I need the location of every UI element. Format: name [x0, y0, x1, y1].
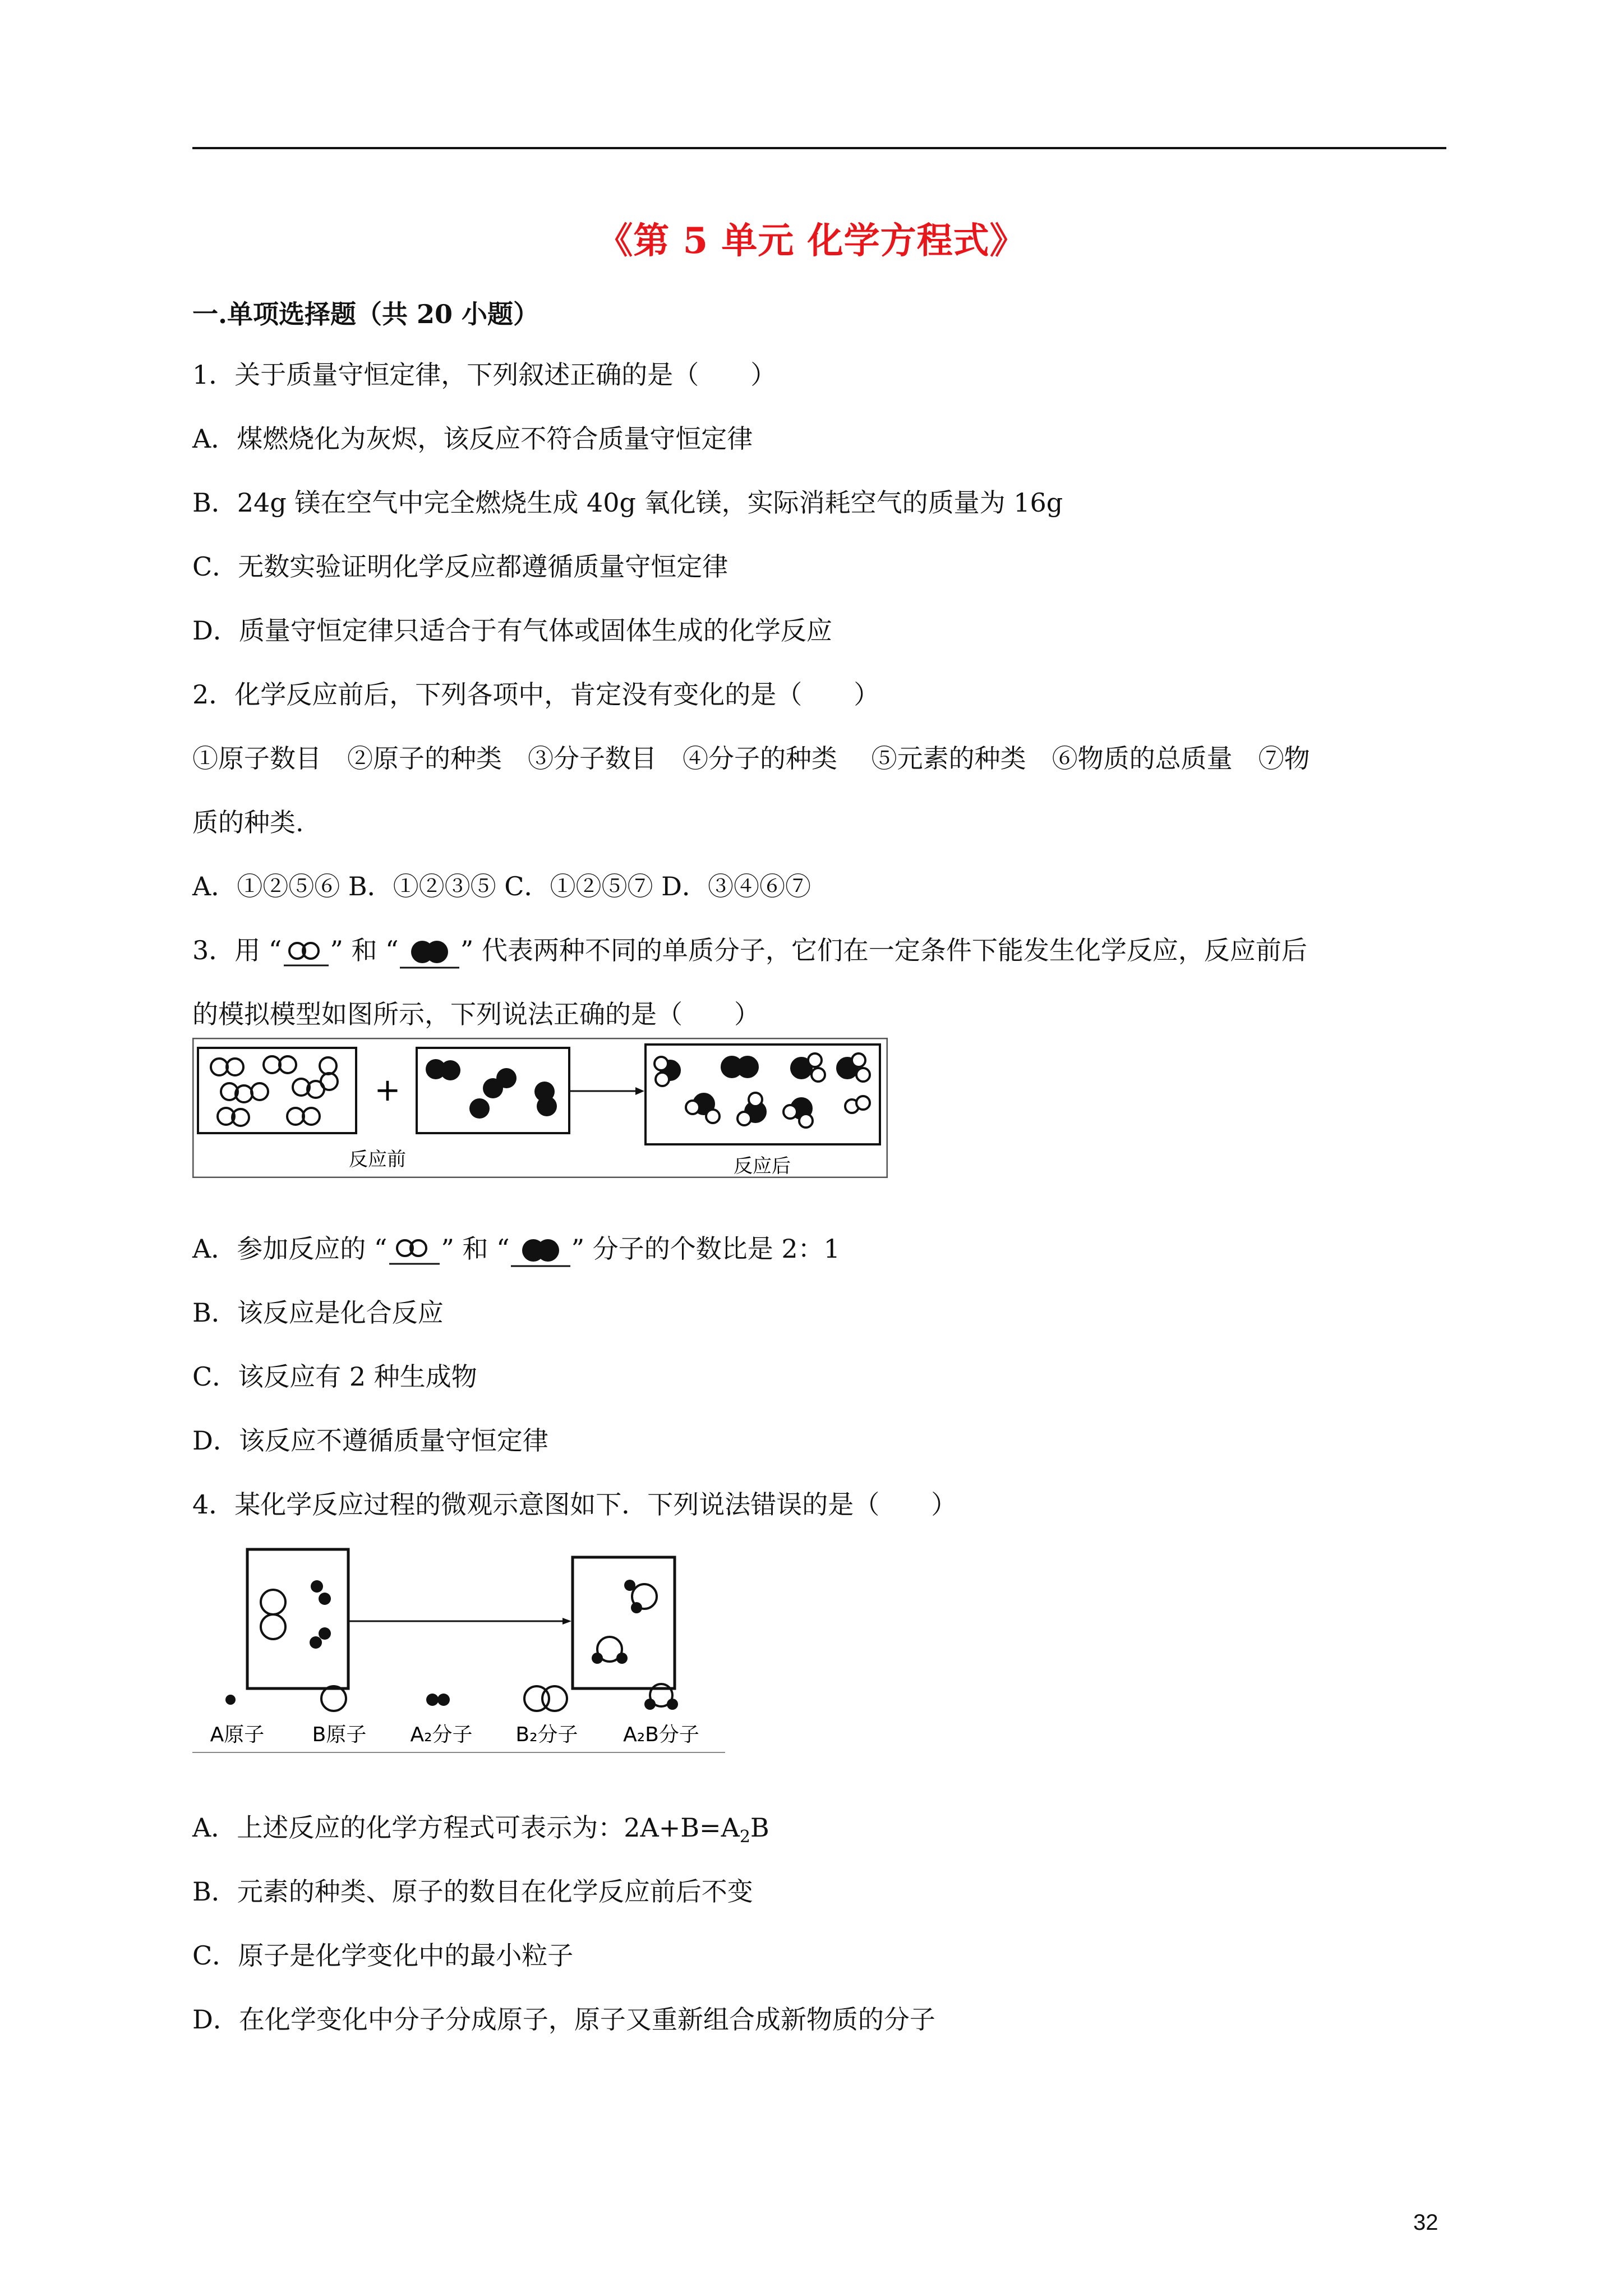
- page-title: 《第 5 单元 化学方程式》: [597, 220, 1026, 262]
- fig-before-label: 反应前: [349, 1148, 406, 1171]
- q3-stem-prefix: 3．用 “: [192, 935, 282, 965]
- q3-option-a-prefix: A．参加反应的 “: [192, 1234, 388, 1264]
- fig-after-label: 反应后: [734, 1155, 791, 1177]
- fig-plus: +: [374, 1072, 401, 1108]
- q1-option-a: A．煤燃烧化为灰烬，该反应不符合质量守恒定律: [192, 424, 753, 454]
- header-rule: [192, 147, 1446, 149]
- white-molecule-icon: [282, 937, 330, 968]
- q2-items-line2: 质的种类.: [192, 807, 304, 838]
- section-heading: 一.单项选择题（共 20 小题）: [192, 299, 540, 329]
- q1-option-b: B．24g 镁在空气中完全燃烧生成 40g 氧化镁，实际消耗空气的质量为 16g: [192, 487, 1063, 518]
- legend-a-atom-label: A原子: [210, 1723, 265, 1746]
- q4-reaction-figure: [192, 1527, 725, 1757]
- q2-stem: 2．化学反应前后，下列各项中，肯定没有变化的是（ ）: [192, 679, 880, 710]
- q3-stem-line2: 的模拟模型如图所示，下列说法正确的是（ ）: [192, 999, 760, 1029]
- q1-stem: 1．关于质量守恒定律，下列叙述正确的是（ ）: [192, 360, 777, 390]
- legend-a2-molecule-label: A₂分子: [410, 1723, 473, 1746]
- q3-option-a-suffix: ” 分子的个数比是 2：1: [571, 1234, 840, 1264]
- q3-reaction-figure: [192, 1038, 888, 1178]
- q4-option-b: B．元素的种类、原子的数目在化学反应前后不变: [192, 1876, 753, 1907]
- q2-items-line1: ①原子数目 ②原子的种类 ③分子数目 ④分子的种类 ⑤元素的种类 ⑥物质的总质量 ⑦物: [192, 743, 1310, 774]
- legend-b-atom-icon: [321, 1686, 346, 1711]
- legend-a2-molecule-icon: [426, 1694, 439, 1706]
- q2-options: A．①②⑤⑥ B．①②③⑤ C．①②⑤⑦ D．③④⑥⑦: [192, 871, 811, 901]
- q3-option-a-mid: ” 和 “: [441, 1234, 510, 1264]
- q4-option-d: D．在化学变化中分子分成原子，原子又重新组合成新物质的分子: [192, 2004, 935, 2035]
- q3-option-b: B．该反应是化合反应: [192, 1297, 444, 1328]
- q4-option-a-tail: B: [750, 1812, 769, 1843]
- q4-after-box: [573, 1557, 675, 1688]
- q3-stem-suffix: ” 代表两种不同的单质分子，它们在一定条件下能发生化学反应，反应前后: [460, 935, 1307, 965]
- q3-option-c: C．该反应有 2 种生成物: [192, 1361, 477, 1392]
- page-number: 32: [1413, 2210, 1438, 2235]
- legend-a-atom-icon: [225, 1695, 236, 1705]
- q1-option-d: D．质量守恒定律只适合于有气体或固体生成的化学反应: [192, 615, 832, 646]
- q3-option-d: D．该反应不遵循质量守恒定律: [192, 1425, 548, 1456]
- black-molecule-icon: [510, 1234, 571, 1268]
- q4-option-a-text: A．上述反应的化学方程式可表示为：2A+B=A: [192, 1812, 740, 1843]
- q4-option-a: [192, 1811, 769, 1854]
- black-molecule-icon: [399, 935, 460, 970]
- q4-option-c: C．原子是化学变化中的最小粒子: [192, 1940, 574, 1971]
- legend-b-atom-label: B原子: [312, 1723, 367, 1746]
- white-molecule-icon: [387, 1236, 441, 1266]
- q1-option-c: C．无数实验证明化学反应都遵循质量守恒定律: [192, 551, 728, 582]
- q3-option-a: [192, 1232, 840, 1268]
- q3-stem-mid: ” 和 “: [330, 935, 399, 965]
- legend-b2-molecule-label: B₂分子: [515, 1723, 578, 1746]
- q4-stem: 4．某化学反应过程的微观示意图如下．下列说法错误的是（ ）: [192, 1489, 957, 1520]
- q3-stem: [192, 933, 1307, 970]
- q4-option-a-subscript: 2: [739, 1827, 750, 1847]
- legend-a2b-molecule-label: A₂B分子: [623, 1723, 699, 1746]
